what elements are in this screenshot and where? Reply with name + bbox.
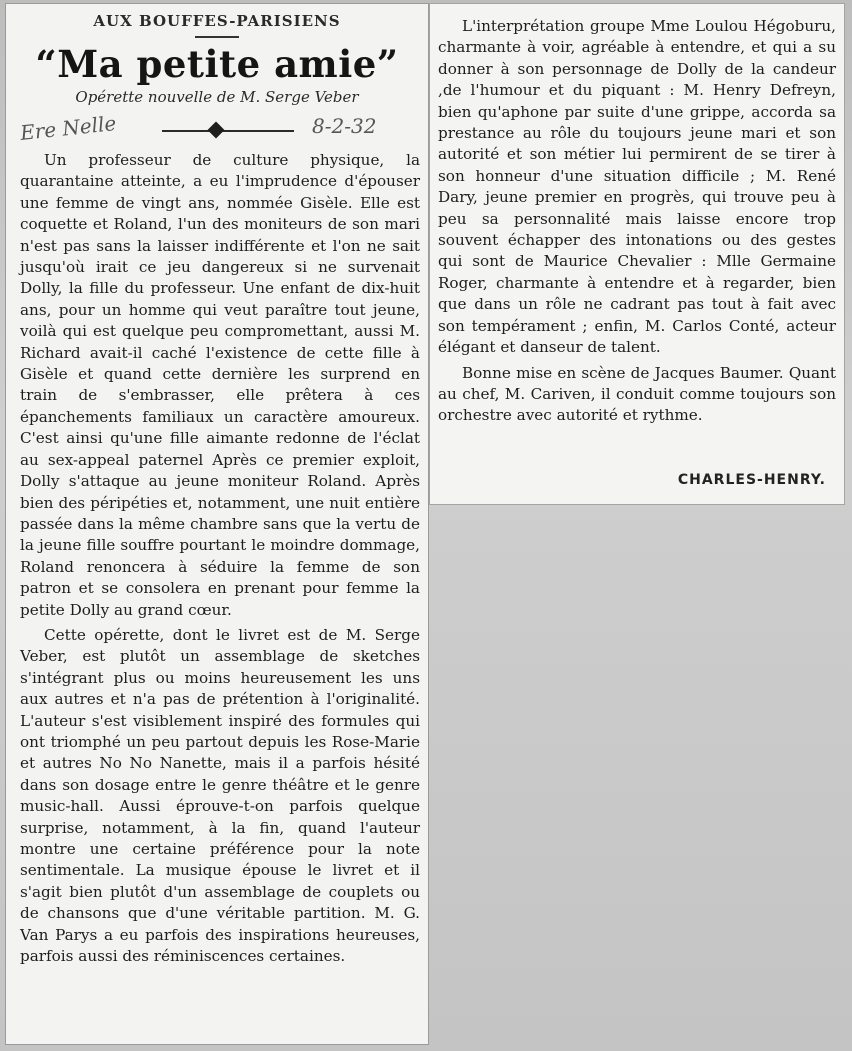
paragraph-cast: L'interprétation groupe Mme Loulou Hégoburu, charmante à voir, agréable à entendre, et qui a su donner à son personnage de Dolly de la candeur ,de l'humour et du piquant : M. Henry Defreyn, bien qu'aphone par suite d'une grippe, accorda sa prestance au rôle du toujours jeune mari et son autorité et son métier lui permirent de se tirer à son honneur d'une situation difficile ; M. René Dary, jeune premier en progrès, qui trouve peu à peu sa personnalité mais laisse encore trop souvent échapper des intonations ou des gestes qui sont de Maurice Chevalier : Mlle Germaine Roger, charmante à entendre et à regarder, bien que dans un rôle ne cadrant pas tout à fait avec son tempérament ; enfin, M. Carlos Conté, acteur élégant et danseur de talent. bbox=[438, 17, 836, 357]
article-title: “Ma petite amie” bbox=[35, 42, 399, 86]
paragraph-critique: Cette opérette, dont le livret est de M. Serge Veber, est plutôt un assemblage de sketches s'intégrant plus ou moins heureusement les uns aux autres et n'a pas de prétention à l'originalité. L'auteur s'est visiblement inspiré des formules qui ont triomphé un peu partout depuis les Rose-Marie et autres No No Nanette, mais il a parfois hésité dans son dosage entre le genre théâtre et le genre music-hall. Aussi éprouve-t-on parfois quelque surprise, notamment, à la fin, quand l'auteur montre une certaine préférence pour la note sentimentale. La musique épouse le livret et il s'agit bien plutôt d'un assemblage de couplets ou de chansons que d'une véritable partition. M. G. Van Parys a eu parfois des inspirations heureuses, parfois aussi des réminiscences certaines. bbox=[20, 625, 420, 966]
heading-rule bbox=[195, 36, 239, 38]
handwritten-date: 8-2-32 bbox=[312, 114, 377, 138]
paragraph-staging: Bonne mise en scène de Jacques Baumer. Quant au chef, M. Cariven, il conduit comme toujours son orchestre avec autorité et rythme. bbox=[438, 363, 836, 425]
right-column-text bbox=[438, 16, 836, 427]
handwritten-note: Ere Nelle bbox=[19, 111, 118, 145]
paragraph-plot: Un professeur de culture physique, la quarantaine atteinte, a eu l'imprudence d'épouser une femme de vingt ans, nommée Gisèle. Elle est coquette et Roland, l'un des moniteurs de son mari n'est pas sans la laisser indifférente et l'on ne sait jusqu'où irait ce jeu dangereux si ne survenait Dolly, la fille du professeur. Une enfant de dix-huit ans, pour un homme qui veut paraître tout jeune, voilà qui est quelque peu compromettant, aussi M. Richard avait-il caché l'existence de cette fille à Gisèle et quand cette dernière les surprend en train de s'embrasser, elle prêtera à ces épanchements familiaux un caractère amoureux. C'est ainsi qu'une fille aimante redonne de l'éclat au sex-appeal paternel Après ce premier exploit, Dolly s'attaque au jeune moniteur Roland. Après bien des péripéties et, notamment, une nuit entière passée dans la même chambre sans que la vertu de la jeune fille souffre pourtant le moindre dommage, Roland renoncera à séduire la femme de son patron et se consolera en prenant pour femme la petite Dolly au grand cœur. bbox=[20, 151, 420, 619]
left-column-text bbox=[20, 150, 420, 967]
article-subtitle: Opérette nouvelle de M. Serge Veber bbox=[75, 88, 359, 106]
author-signature: CHARLES-HENRY. bbox=[677, 472, 826, 488]
title-divider bbox=[162, 130, 294, 132]
section-heading: AUX BOUFFES-PARISIENS bbox=[93, 12, 341, 30]
